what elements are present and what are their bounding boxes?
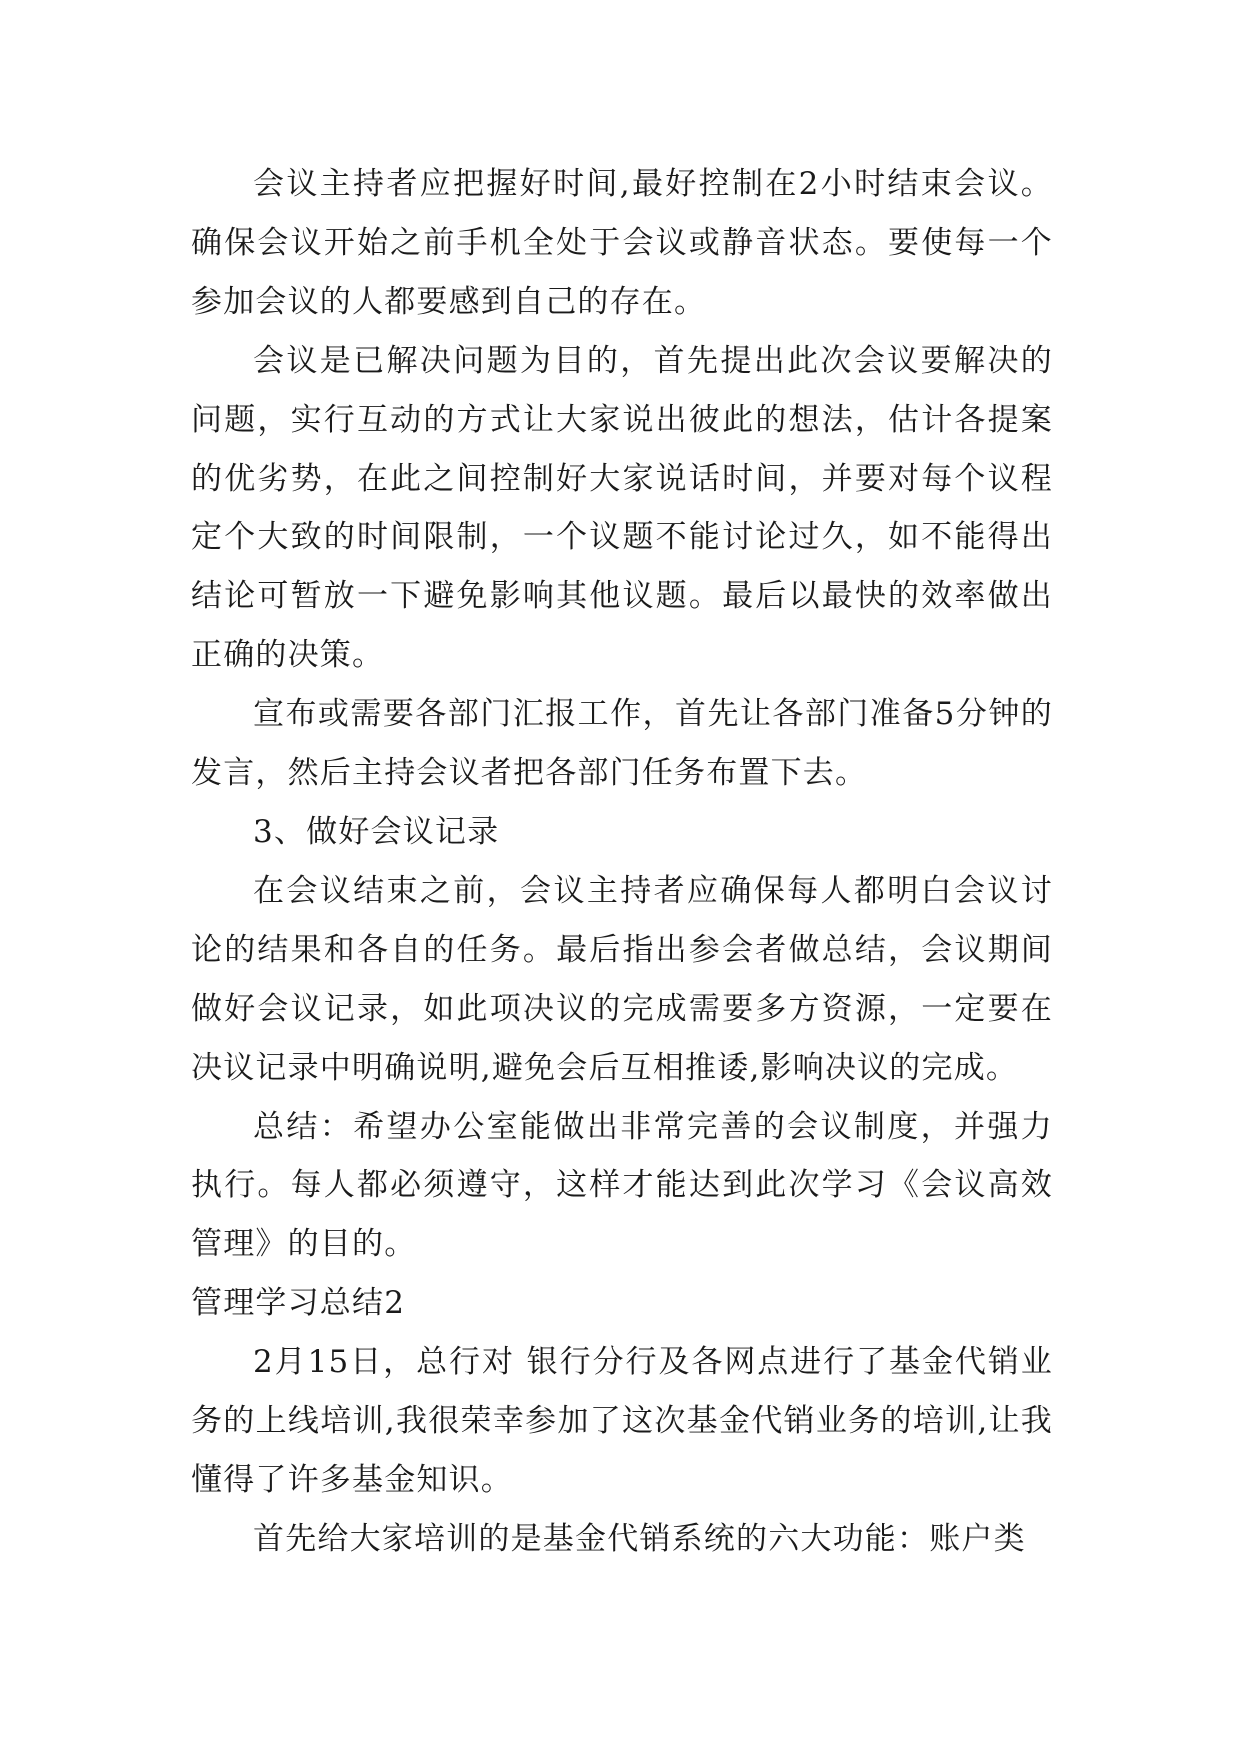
paragraph-department-report: 宣布或需要各部门汇报工作，首先让各部门准备5分钟的发言，然后主持会议者把各部门任务布置下去。 [191, 696, 1053, 792]
paragraph-meeting-purpose: 会议是已解决问题为目的，首先提出此次会议要解决的问题，实行互动的方式让大家说出彼此的想法，估计各提案的优劣势，在此之间控制好大家说话时间，并要对每个议程定个大致的时间限制，一个议题不能讨论过久，如不能得出结论可暂放一下避免影响其他议题。最后以最快的效率做出正确的决策。 [191, 342, 1053, 674]
paragraph-summary: 总结：希望办公室能做出非常完善的会议制度，并强力执行。每人都必须遵守，这样才能达到此次学习《会议高效管理》的目的。 [191, 1108, 1053, 1263]
document-body [191, 155, 1053, 1569]
subheading-meeting-records: 3、做好会议记录 [253, 813, 500, 850]
paragraph-fund-functions: 首先给大家培训的是基金代销系统的六大功能：账户类 [253, 1520, 1026, 1557]
paragraph-fund-training: 2月15日，总行对 银行分行及各网点进行了基金代销业务的上线培训,我很荣幸参加了这次基金代销业务的培训,让我懂得了许多基金知识。 [191, 1344, 1053, 1498]
paragraph-meeting-records: 在会议结束之前，会议主持者应确保每人都明白会议讨论的结果和各自的任务。最后指出参会者做总结，会议期间做好会议记录，如此项决议的完成需要多方资源，一定要在决议记录中明确说明,避免会后互相推诿,影响决议的完成。 [191, 872, 1053, 1086]
section-title: 管理学习总结2 [191, 1285, 406, 1322]
paragraph-meeting-time: 会议主持者应把握好时间,最好控制在2小时结束会议。确保会议开始之前手机全处于会议或静音状态。要使每一个参加会议的人都要感到自己的存在。 [191, 166, 1053, 320]
